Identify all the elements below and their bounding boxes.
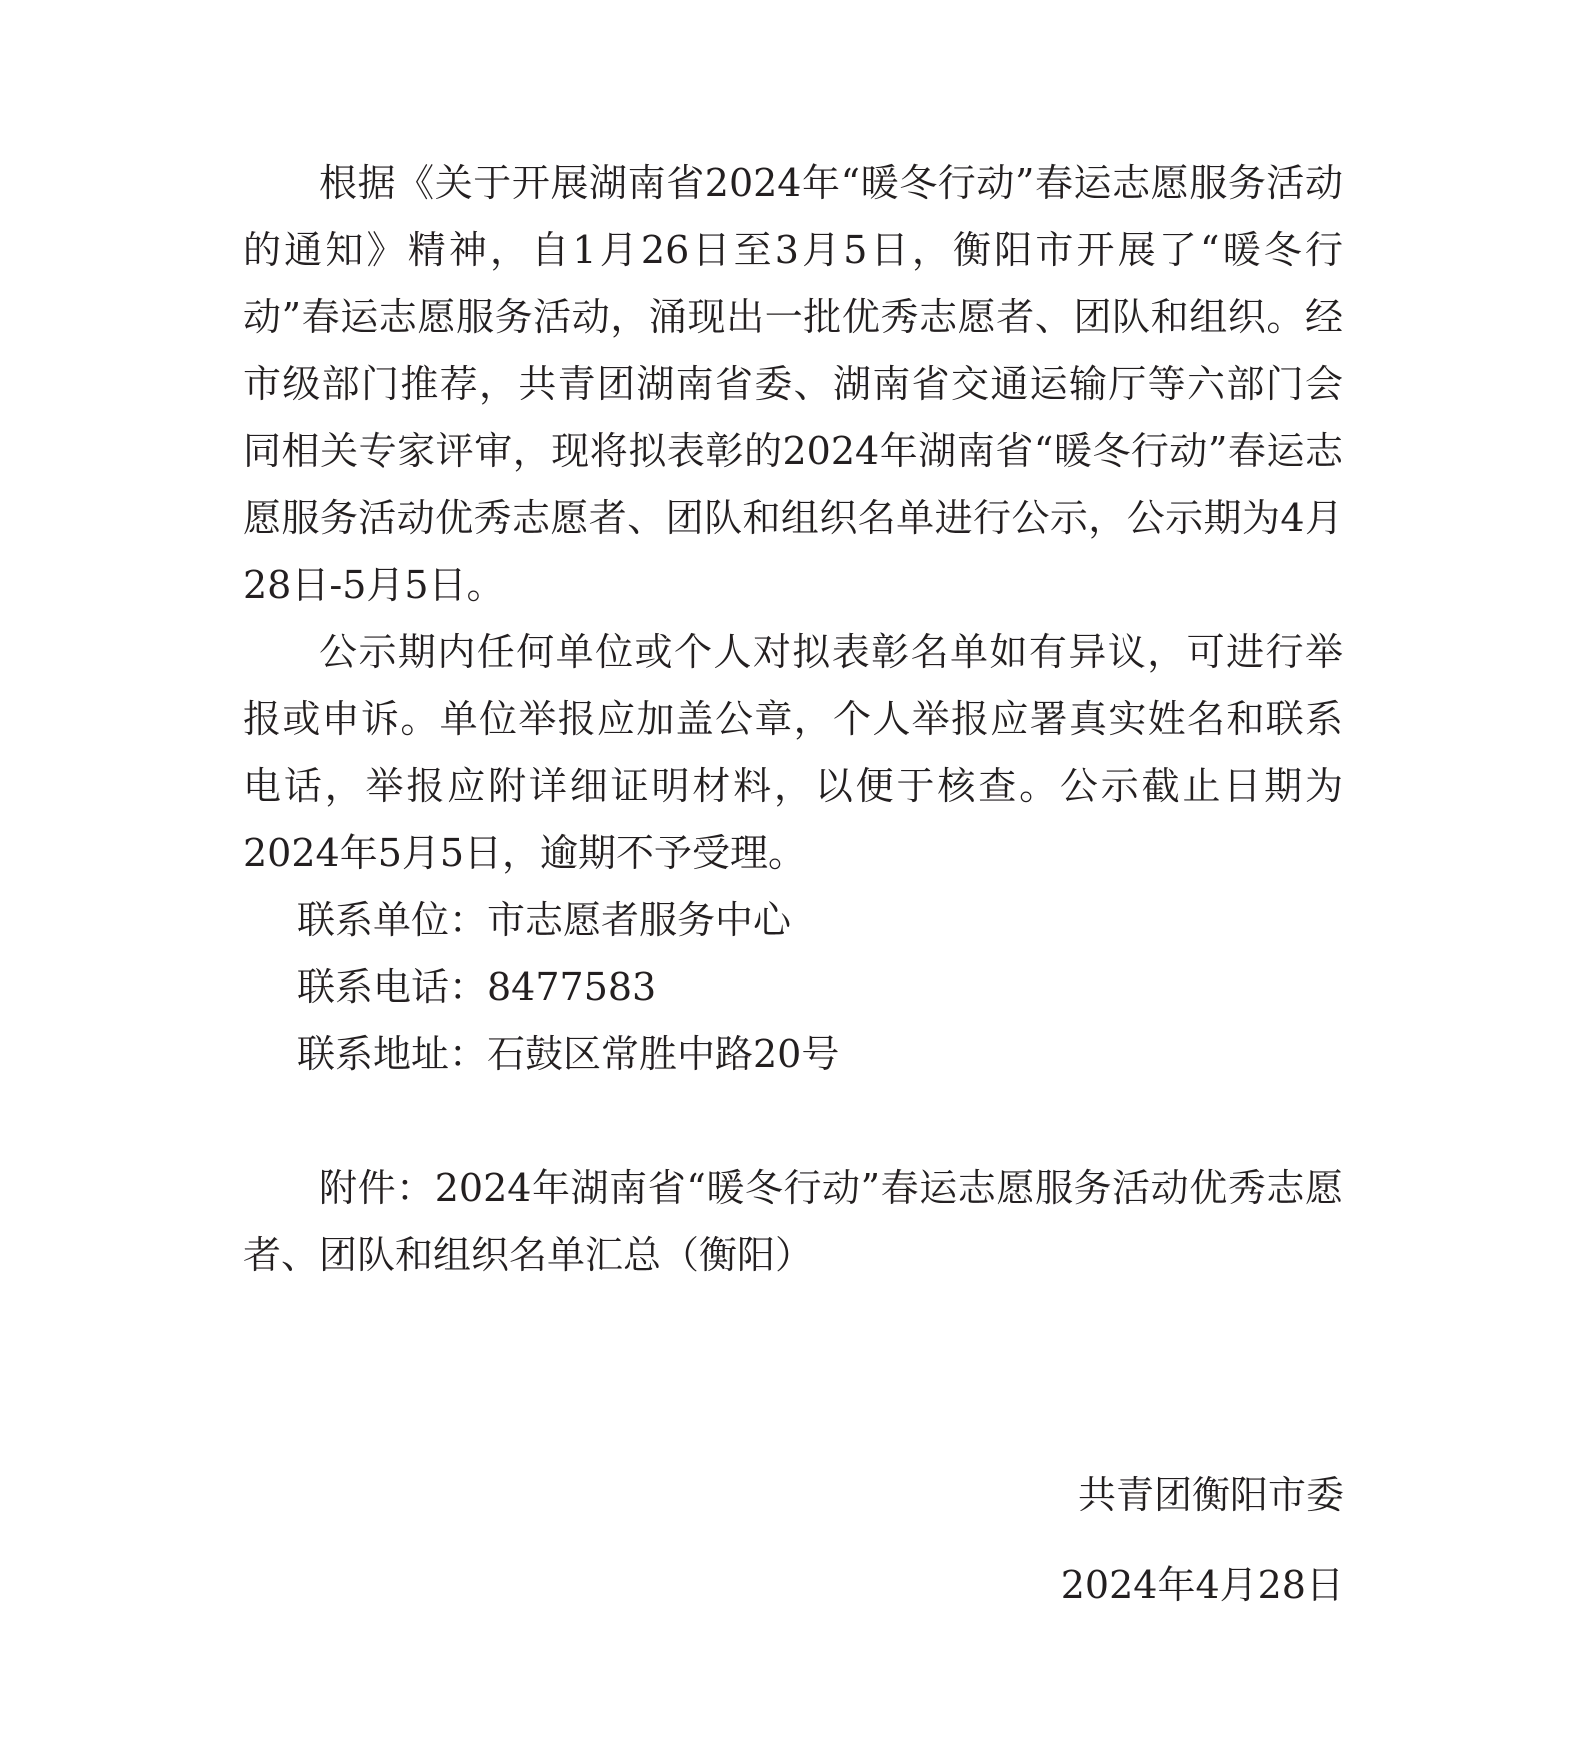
- signature-organization: 共青团衡阳市委: [1077, 1473, 1344, 1517]
- contact-phone: 联系电话：8477583: [297, 965, 657, 1009]
- attachment-note: 附件：2024年湖南省“暖冬行动”春运志愿服务活动优秀志愿者、团队和组织名单汇总（衡阳）: [243, 1166, 1343, 1277]
- contact-unit: 联系单位：市志愿者服务中心: [297, 898, 792, 942]
- notice-paragraph-1: 根据《关于开展湖南省2024年“暖冬行动”春运志愿服务活动的通知》精神，自1月26日至3月5日，衡阳市开展了“暖冬行动”春运志愿服务活动，涌现出一批优秀志愿者、团队和组织。经市级部门推荐，共青团湖南省委、湖南省交通运输厅等六部门会同相关专家评审，现将拟表彰的2024年湖南省“暖冬行动”春运志愿服务活动优秀志愿者、团队和组织名单进行公示，公示期为4月28日-5月5日。: [243, 161, 1343, 607]
- notice-paragraph-2: 公示期内任何单位或个人对拟表彰名单如有异议，可进行举报或申诉。单位举报应加盖公章，个人举报应署真实姓名和联系电话，举报应附详细证明材料，以便于核查。公示截止日期为2024年5月5日，逾期不予受理。: [243, 630, 1343, 875]
- blank-line: [243, 1088, 1343, 1155]
- signature-date: 2024年4月28日: [1060, 1563, 1344, 1607]
- notice-body: [243, 150, 1343, 1289]
- signature-block: [1061, 1450, 1344, 1630]
- contact-address: 联系地址：石鼓区常胜中路20号: [297, 1032, 840, 1076]
